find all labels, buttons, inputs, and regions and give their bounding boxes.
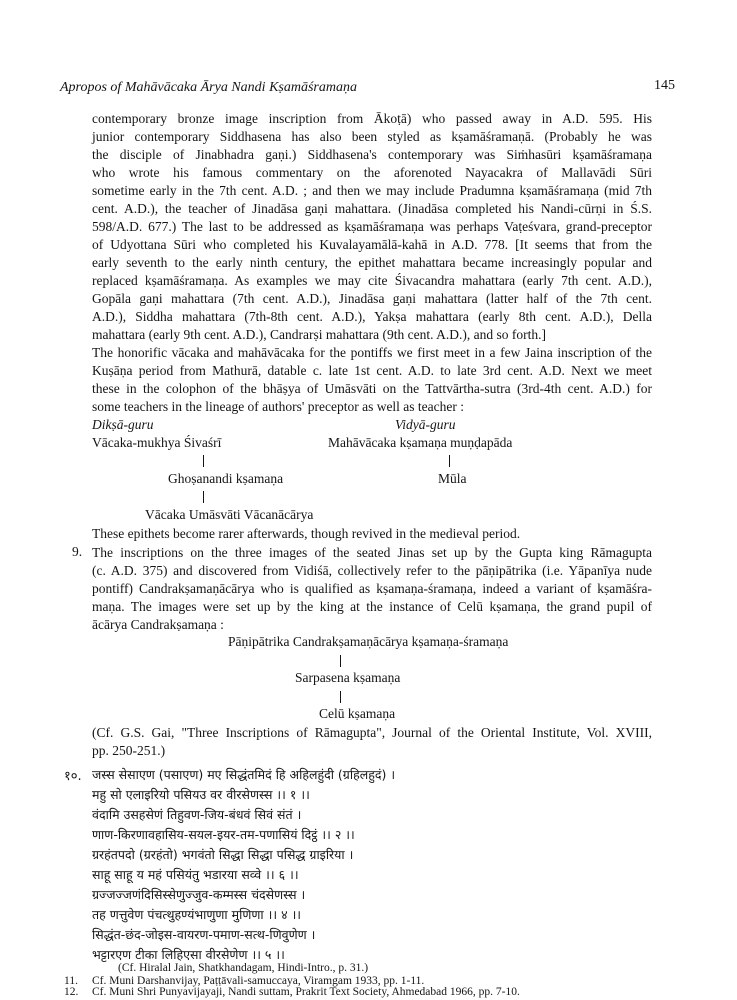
page-number: 145	[654, 78, 675, 93]
text-line: Kuṣāṇa period from Mathurā, datable c. late 1st cent. A.D. to late 3rd cent. A.D. Next we meet	[92, 363, 652, 378]
text-line: mahattara (early 9th cent. A.D.), Candrarṣi mahattara (9th cent. A.D.), and so forth.]	[92, 327, 546, 342]
tree-right-1: Mahāvācaka kṣamaṇa muṇḍapāda	[328, 435, 513, 450]
verse-line: ग्रज्जज्जणंदिसिस्सेणुज्जुव-कम्मस्स चंदसेणस्स ।	[92, 887, 306, 902]
text-line: 598/A.D. 677.) The last to be addressed as kṣamāśramaṇa was perhaps Vaṭeśvara, grand-preceptor	[92, 219, 652, 234]
verse-line: महु सो एलाइरियो पसियउ वर वीरसेणस्स ।। १ ।।	[92, 787, 310, 802]
tree-connector	[203, 491, 204, 503]
verse-line: वंदामि उसहसेणं तिहुवण-जिय-बंधवं सिवं संतं ।	[92, 807, 302, 822]
verse-line: तह णत्तुवेण पंचत्थुहण्यंभाणुणा मुणिणा ।। ४ ।।	[92, 907, 302, 922]
text-line: (c. A.D. 375) and discovered from Vidiśā, collectively refer to the pāṇipātrika (i.e. Yāpanīya nude	[92, 563, 652, 578]
tree-connector	[203, 455, 204, 467]
tree-right-2: Mūla	[438, 471, 467, 486]
note-number: 12.	[64, 986, 79, 998]
text-line: junior contemporary Siddhasena has also been styled as kṣamāśramaṇā. (Probably he was	[92, 129, 652, 144]
tree-connector	[340, 655, 341, 667]
text-line: maṇa. The images were set up by the king at the instance of Celū kṣamaṇa, the grand pupil of	[92, 599, 652, 614]
tree-node: Sarpasena kṣamaṇa	[295, 670, 401, 685]
text-line: A.D.), Siddha mahattara (7th-8th cent. A.D.), Yakṣa mahattara (early 8th cent. A.D.), Della	[92, 309, 652, 324]
tree-left-head: Dikṣā-guru	[92, 417, 154, 432]
text-line: Gopāla gaṇi mahattara (7th cent. A.D.), Jinadāsa gaṇi mahattara (latter half of the 7th cent.	[92, 291, 652, 306]
tree-node: Celū kṣamaṇa	[319, 706, 396, 721]
verse-line: ग्ररहंतपदो (ग्ररहंतो) भगवंतो सिद्धा सिद्धा पसिद्ध ग्राइरिया ।	[92, 847, 354, 862]
tree-left-1: Vācaka-mukhya Śivaśrī	[92, 435, 222, 450]
tree-left-2: Ghoṣanandi kṣamaṇa	[168, 471, 284, 486]
text-line: contemporary bronze image inscription from Ākoṭā) who passed away in A.D. 595. His	[92, 111, 652, 126]
text-line: The inscriptions on the three images of the seated Jinas set up by the Gupta king Rāmagupta	[92, 545, 652, 560]
text-line: early seventh to the early ninth century, the epithet mahattara became increasingly popular and	[92, 255, 652, 270]
note-number: १०.	[64, 769, 82, 784]
text-line: pontiff) Candrakṣamaṇācārya who is qualified as kṣamaṇa-śramaṇa, indeed a variant of kṣamāśra-	[92, 581, 652, 596]
text-line: These epithets become rarer afterwards, though revived in the medieval period.	[92, 526, 521, 541]
verse-line: भट्टारएण टीका लिहिएसा वीरसेणेण ।। ५ ।।	[92, 947, 285, 962]
text-line: who wrote his famous commentary on the aforenoted Nayacakra of Mallavādi Sūri	[92, 165, 652, 180]
note-12: Cf. Muni Shri Punyavijayaji, Nandi suttam, Prakrit Text Society, Ahmedabad 1966, pp. 7-10.	[92, 986, 520, 998]
text-line: these in the colophon of the bhāṣya of Umāsvāti on the Tattvārtha-sutra (3rd-4th cent. A.D.) for	[92, 381, 652, 396]
text-line: sometime early in the 7th cent. A.D. ; and then we may include Pradumna kṣamāśramaṇa (mid 7th	[92, 183, 652, 198]
text-line: the disciple of Jinabhadra gaṇi.) Siddhasena's contemporary was Siṁhasūri kṣamāśramaṇa	[92, 147, 652, 162]
verse-line: णाण-किरणावहासिय-सयल-इयर-तम-पणासियं दिट्ठं ।। २ ।।	[92, 827, 355, 842]
tree-left-3: Vācaka Umāsvāti Vācanācārya	[145, 507, 314, 522]
running-title: Apropos of Mahāvācaka Ārya Nandi Kṣamāśramaṇa	[60, 80, 357, 95]
verse-line: साहू साहू य महं पसियंतु भडारया सव्वे ।। ६ ।।	[92, 867, 299, 882]
text-line: replaced kṣamāśramaṇa. As examples we may cite Śivacandra mahattara (early 7th cent. A.D.),	[92, 273, 652, 288]
text-line: The honorific vācaka and mahāvācaka for the pontiffs we first meet in a few Jaina inscription of the	[92, 345, 652, 360]
text-line: (Cf. G.S. Gai, "Three Inscriptions of Rāmagupta", Journal of the Oriental Institute, Vol. XVIII,	[92, 725, 652, 740]
note-number: 9.	[72, 544, 83, 559]
text-line: some teachers in the lineage of authors' preceptor as well as teacher :	[92, 399, 465, 414]
verse-line: सिद्धंत-छंद-जोइस-वायरण-पमाण-सत्थ-णिवुणेण ।	[92, 927, 316, 942]
tree-node: Pāṇipātrika Candrakṣamaṇācārya kṣamaṇa-śramaṇa	[228, 634, 509, 649]
note-number: 11.	[64, 975, 78, 987]
text-line: pp. 250-251.)	[92, 743, 166, 758]
tree-connector	[449, 455, 450, 467]
text-line: cent. A.D.), the teacher of Jinadāsa gaṇi mahattara. (Jinadāsa completed his Nandi-cūrṇi in Ś.S.	[92, 201, 652, 216]
text-line: ācārya Candrakṣamaṇa :	[92, 617, 224, 632]
tree-right-head: Vidyā-guru	[395, 417, 456, 432]
note-10-cf: (Cf. Hiralal Jain, Shatkhandagam, Hindi-Intro., p. 31.)	[118, 962, 369, 974]
text-line: of Udyottana Sūri who completed his Kuvalayamālā-kahā in A.D. 778. [It seems that from the	[92, 237, 652, 252]
note-11: Cf. Muni Darshanvijay, Paṭṭāvali-samuccaya, Viramgam 1933, pp. 1-11.	[92, 975, 425, 987]
verse-line: जस्स सेसाएण (पसाएण) मए सिद्धंतमिदं हि अहिलहुंदी (ग्रहिलहुदं) ।	[92, 767, 396, 782]
tree-connector	[340, 691, 341, 703]
